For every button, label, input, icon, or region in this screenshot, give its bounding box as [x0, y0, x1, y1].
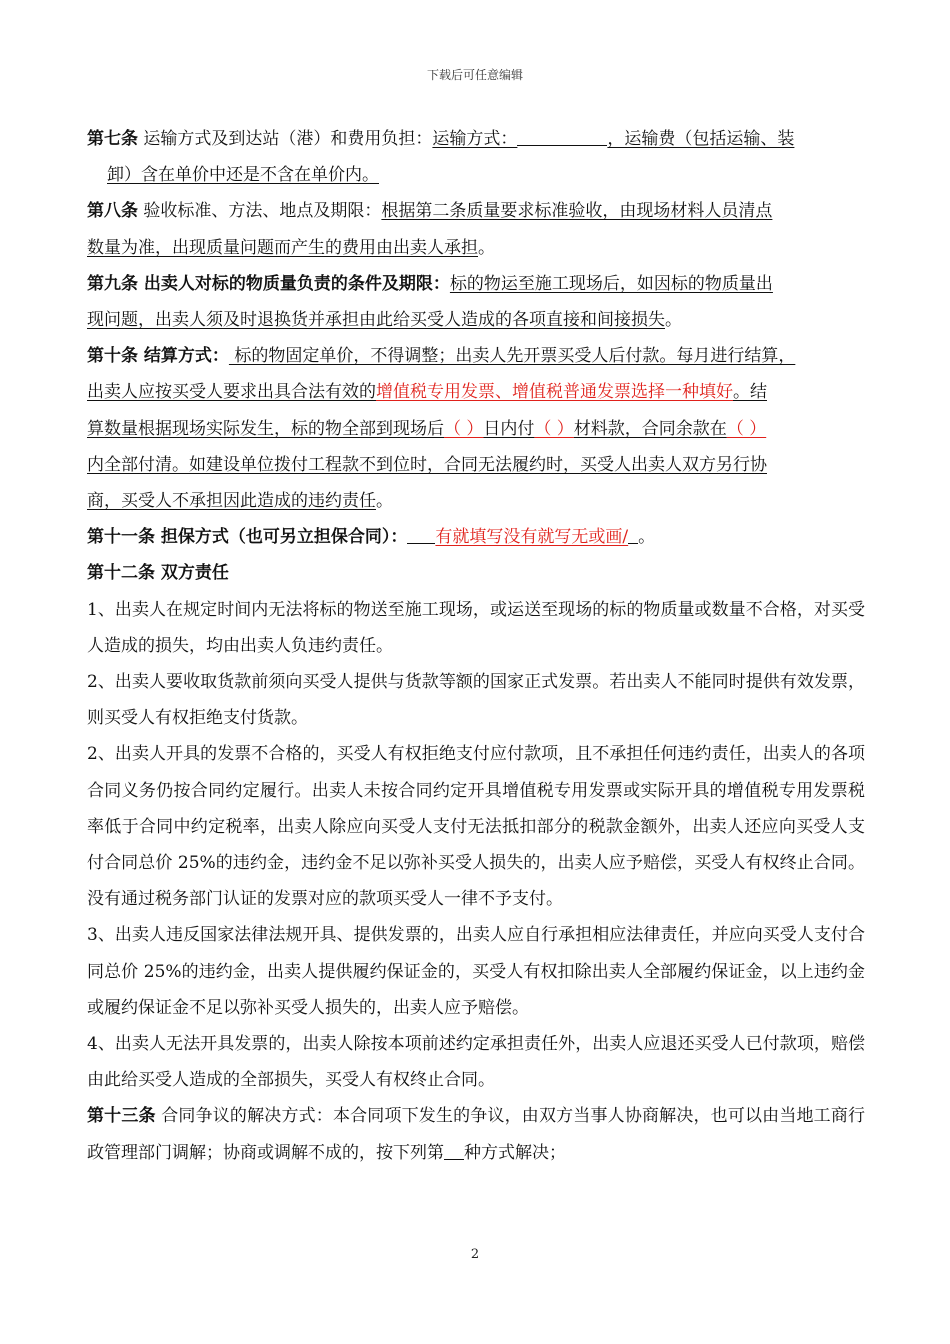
- article-13-text: 合同争议的解决方式：本合同项下发生的争议，由双方当事人协商解决，也可以由当地工商行政管理部门调解；协商或调解不成的，按下列第: [87, 1106, 866, 1163]
- article-11-end: 。: [638, 527, 656, 548]
- article-7-cont: [87, 157, 865, 193]
- transport-method-blank[interactable]: [517, 129, 607, 146]
- article-7-text: 运输方式及到达站（港）和费用负担：: [138, 129, 433, 149]
- quality-liability-text-cont: 现问题，出卖人须及时退换货并承担由此给买受人造成的各项直接和间接损失: [87, 310, 665, 331]
- article-9-end: 。: [665, 310, 682, 331]
- settlement-text-2: 出卖人应按买受人要求出具合法有效的: [87, 382, 376, 403]
- acceptance-standard-text: 根据第二条质量要求标准验收，由现场材料人员清点: [381, 201, 773, 222]
- article-12-item-1: 1、出卖人在规定时间内无法将标的物送至施工现场，或运送至现场的标的物质量或数量不合格，对买受人造成的损失，均由出卖人负违约责任。: [87, 599, 865, 656]
- settlement-text-7: 内全部付清。如建设单位拨付工程款不到位时，合同无法履约时，买受人出卖人双方另行协: [87, 454, 767, 475]
- settlement-text-5: 日内付: [483, 418, 535, 439]
- article-13: [87, 1098, 865, 1170]
- transport-method-label: 运输方式：: [432, 129, 518, 149]
- transport-fee-text-cont: 卸）含在单价中还是不含在单价内。: [107, 165, 379, 186]
- percent-blank[interactable]: （ ）: [534, 418, 574, 439]
- transport-fee-text: ，运输费（包括运输、装: [607, 129, 795, 149]
- settlement-text-8: 商，买受人不承担因此造成的违约责任: [87, 491, 376, 512]
- article-7: [87, 121, 865, 157]
- guarantee-blank-lead: [407, 527, 435, 544]
- days-blank-2[interactable]: （ ）: [726, 418, 767, 439]
- article-12-item-3: 2、出卖人开具的发票不合格的，买受人有权拒绝支付应付款项，且不承担任何违约责任，出卖人的各项合同义务仍按合同约定履行。出卖人未按合同约定开具增值税专用发票或实际开具的增值税专用发票税率低于合同中约定税率，出卖人除应向买受人支付无法抵扣部分的税款金额外，出卖人还应向买受人支付合同总价 25%的违约金，违约金不足以弥补买受人损失的，出卖人应予赔偿，买受人有权终止合同。没有通过税务部门认证的发票对应的款项买受人一律不予支付。: [87, 744, 865, 910]
- dispute-method-blank[interactable]: [444, 1143, 464, 1160]
- article-13-text-end: 种方式解决；: [464, 1142, 566, 1163]
- article-12-item-4: 3、出卖人违反国家法律法规开具、提供发票的，出卖人应自行承担相应法律责任，并应向买受人支付合同总价 25%的违约金，出卖人提供履约保证金的，买受人有权扣除出卖人全部履约保证金，以上违约金或履约保证金不足以弥补买受人损失的，出卖人应予赔偿。: [87, 925, 865, 1018]
- document-body: [87, 121, 865, 1171]
- article-11: [87, 519, 865, 555]
- article-9: [87, 266, 865, 338]
- article-12-heading: 第十二条 双方责任: [87, 563, 229, 584]
- days-blank-1[interactable]: （ ）: [444, 418, 484, 439]
- guarantee-blank-tail: [628, 527, 638, 544]
- page-number: 2: [470, 1247, 480, 1262]
- article-10: [87, 338, 865, 519]
- article-11-title: 第十一条 担保方式（也可另立担保合同）：: [87, 527, 408, 548]
- guarantee-note[interactable]: 有就填写没有就写无或画/: [435, 527, 629, 548]
- page-header: 下载后可任意编辑: [426, 68, 523, 82]
- article-7-title: 第七条: [87, 129, 138, 149]
- settlement-text-1: 标的物固定单价，不得调整；出卖人先开票买受人后付款。每月进行结算，: [228, 346, 796, 367]
- article-12-item-2: 2、出卖人要收取货款前须向买受人提供与货款等额的国家正式发票。若出卖人不能同时提供有效发票，则买受人有权拒绝支付货款。: [87, 672, 865, 729]
- settlement-text-3: 。结: [733, 382, 767, 403]
- article-8-title: 第八条: [87, 201, 138, 222]
- article-8: [87, 193, 865, 265]
- article-10-title: 第十条 结算方式：: [87, 346, 229, 367]
- settlement-text-6: 材料款，合同余款在: [573, 418, 727, 439]
- acceptance-standard-text-cont: 数量为准，出现质量问题而产生的费用由出卖人承担: [87, 237, 478, 258]
- article-12-item-5: 4、出卖人无法开具发票的，出卖人除按本项前述约定承担责任外，出卖人应退还买受人已付款项，赔偿由此给买受人造成的全部损失，买受人有权终止合同。: [87, 1034, 865, 1091]
- quality-liability-text: 标的物运至施工现场后，如因标的物质量出: [449, 273, 773, 294]
- article-8-text: 验收标准、方法、地点及期限：: [138, 201, 382, 222]
- article-13-title: 第十三条: [87, 1106, 156, 1127]
- article-10-end: 。: [376, 491, 393, 512]
- settlement-text-4: 算数量根据现场实际发生，标的物全部到现场后: [87, 418, 444, 439]
- article-12-title: [87, 555, 865, 591]
- invoice-type-note: 增值税专用发票、增值税普通发票选择一种填好: [376, 382, 733, 403]
- article-9-title: 第九条 出卖人对标的物质量负责的条件及期限：: [87, 273, 450, 294]
- article-8-end: 。: [478, 237, 495, 258]
